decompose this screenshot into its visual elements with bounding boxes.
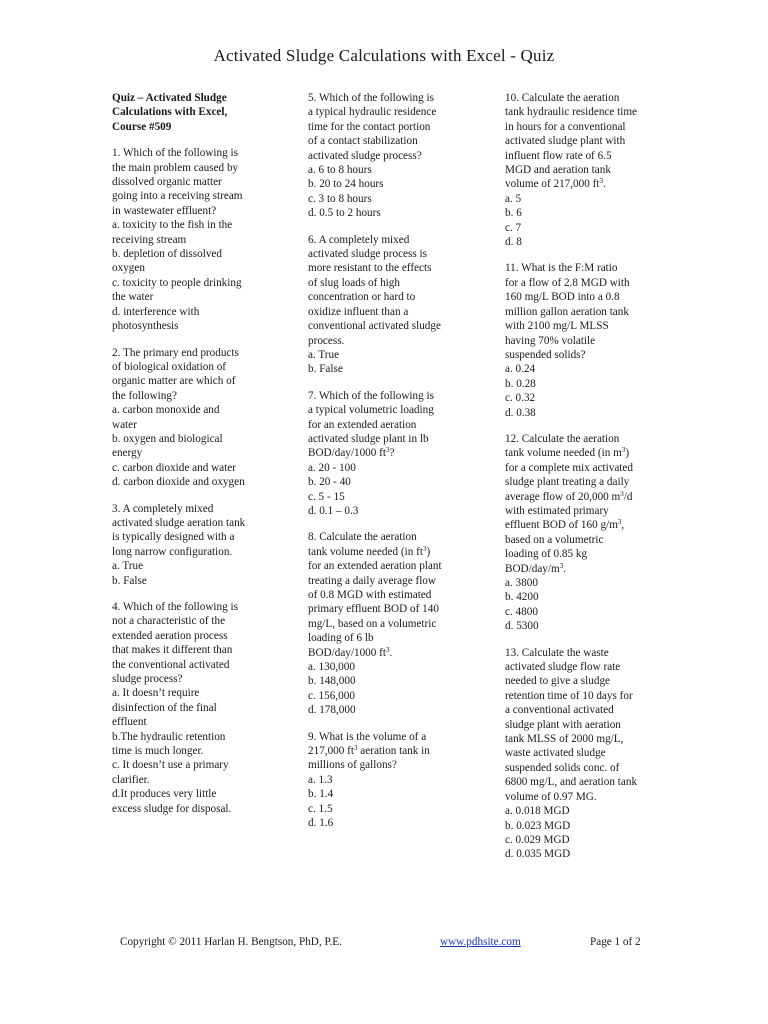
answer-option-line: b. 4200 <box>505 591 539 604</box>
question-text-line: 6800 mg/L, and aeration tank <box>505 776 638 789</box>
question-text-line: not a characteristic of the <box>112 615 226 628</box>
answer-option <box>308 802 462 816</box>
question-block <box>112 346 264 490</box>
question-text-line: tank hydraulic residence time <box>505 106 638 119</box>
question-text-line: a typical volumetric loading <box>308 404 434 417</box>
question-text-line: tank volume needed (in $m^3$) <box>505 446 630 460</box>
answer-option-line: c. 0.32 <box>505 392 536 405</box>
answer-option-line: c. carbon dioxide and water <box>112 461 236 474</box>
question-text-line: a conventional activated <box>505 704 614 717</box>
question-text-line: needed to give a sludge <box>505 675 611 688</box>
question-text-line: 12. Calculate the aeration <box>505 432 620 445</box>
answer-option <box>308 192 462 206</box>
quiz-heading-line: Quiz – Activated Sludge <box>112 92 227 104</box>
answer-option-line: b. 20 to 24 hours <box>308 178 384 191</box>
question-text-line: in hours for a conventional <box>505 120 626 133</box>
question-block <box>112 502 264 588</box>
answer-option-line: d. 0.38 <box>505 406 536 419</box>
answer-option-line: c. 1.5 <box>308 802 333 815</box>
question-text-line: for an extended aeration plant <box>308 560 442 573</box>
question-text-line: 5. Which of the following is <box>308 92 434 104</box>
footer-website-link[interactable]: www.pdhsite.com <box>440 936 521 948</box>
question-text-line: based on a volumetric <box>505 533 604 546</box>
question-text-line: suspended solids? <box>505 348 586 361</box>
answer-option-line: b. 0.023 MGD <box>505 819 571 832</box>
question-text-line: activated sludge plant with <box>505 135 626 148</box>
question-text-line: sludge plant with aeration <box>505 718 621 731</box>
column-3 <box>505 91 657 874</box>
answer-option-line: a. 0.24 <box>505 363 536 376</box>
answer-option-line: effluent <box>112 716 147 729</box>
question-text-line: tank MLSS of 2000 mg/L, <box>505 733 624 746</box>
column-1 <box>112 91 264 828</box>
page-title: Activated Sludge Calculations with Excel - Quiz <box>213 46 555 65</box>
answer-option-line: c. It doesn’t use a primary <box>112 759 229 772</box>
question-text-line: mg/L, based on a volumetric <box>308 617 437 630</box>
answer-option-line: c. 156,000 <box>308 689 355 702</box>
answer-option-line: d. carbon dioxide and oxygen <box>112 476 245 489</box>
question-text-line: of biological oxidation of <box>112 360 227 373</box>
question-text-line: tank volume needed (in $ft^3$) <box>308 544 431 558</box>
question-block <box>505 91 657 249</box>
answer-option <box>308 660 462 674</box>
answer-option <box>308 206 462 220</box>
answer-option <box>308 163 462 177</box>
question-text-line: 217,000 $ft^3$ aeration tank in <box>308 744 430 758</box>
answer-option <box>112 305 264 334</box>
answer-option-line: d.It produces very little <box>112 788 217 801</box>
question-text-line: extended aeration process <box>112 629 228 642</box>
answer-option <box>308 816 462 830</box>
answer-option-line: d. 0.035 MGD <box>505 848 571 861</box>
question-block <box>308 389 462 519</box>
question-text-line: the following? <box>112 389 177 402</box>
answer-option-line: b.The hydraulic retention <box>112 730 226 743</box>
answer-option <box>505 819 657 833</box>
answer-option-line: a. toxicity to the fish in the <box>112 219 233 232</box>
answer-option <box>112 730 264 759</box>
question-block <box>308 91 462 221</box>
question-text-line: 160 mg/L BOD into a 0.8 <box>505 291 620 304</box>
answer-option <box>112 559 264 573</box>
answer-option <box>112 686 264 729</box>
answer-option <box>308 703 462 717</box>
answer-option <box>308 362 462 376</box>
question-block <box>308 730 462 831</box>
question-text-line: 2. The primary end products <box>112 346 239 359</box>
question-text-line: million gallon aeration tank <box>505 305 629 318</box>
answer-option <box>112 218 264 247</box>
answer-option-line: a. 1.3 <box>308 773 333 786</box>
question-text-line: activated sludge flow rate <box>505 661 621 674</box>
question-block <box>112 146 264 333</box>
answer-option <box>505 192 657 206</box>
question-text-line: going into a receiving stream <box>112 190 243 203</box>
answer-option-line: b. 6 <box>505 207 522 220</box>
question-text-line: primary effluent BOD of 140 <box>308 603 439 616</box>
answer-option-line: a. 20 - 100 <box>308 461 356 474</box>
answer-option-line: clarifier. <box>112 773 150 786</box>
answer-option-line: a. 5 <box>505 192 522 205</box>
answer-option-line: d. 8 <box>505 236 522 249</box>
question-text-line: with 2100 mg/L MLSS <box>505 320 609 333</box>
answer-option-line: a. 130,000 <box>308 661 355 674</box>
answer-option <box>505 377 657 391</box>
answer-option-line: the water <box>112 291 154 304</box>
answer-option-line: a. It doesn’t require <box>112 687 200 700</box>
question-text-line: average flow of 20,000 $m^3/d$ <box>505 489 633 503</box>
question-text-line: waste activated sludge <box>505 747 606 760</box>
question-text-line: millions of gallons? <box>308 759 397 772</box>
answer-option <box>505 847 657 861</box>
question-block <box>308 530 462 717</box>
question-block <box>505 432 657 634</box>
question-text-line: loading of 0.85 kg <box>505 548 588 561</box>
question-text-line: dissolved organic matter <box>112 176 222 189</box>
answer-option <box>505 206 657 220</box>
question-text-line: a typical hydraulic residence <box>308 106 437 119</box>
answer-option <box>505 619 657 633</box>
answer-option-line: b. 0.28 <box>505 377 536 390</box>
answer-option <box>308 490 462 504</box>
question-text-line: activated sludge process? <box>308 149 422 162</box>
answer-option <box>505 605 657 619</box>
answer-option <box>112 787 264 816</box>
quiz-heading <box>112 91 264 134</box>
answer-option-line: excess sludge for disposal. <box>112 802 232 815</box>
question-text-line: is typically designed with a <box>112 531 235 544</box>
answer-option <box>308 689 462 703</box>
footer-copyright: Copyright © 2011 Harlan H. Bengtson, PhD, P.E. <box>120 936 342 948</box>
question-text-line: BOD/day/1000 $ft^3$. <box>308 645 393 659</box>
question-text-line: 9. What is the volume of a <box>308 730 427 743</box>
footer-page-number: Page 1 of 2 <box>590 936 641 948</box>
question-text-line: organic matter are which of <box>112 375 236 388</box>
answer-option <box>505 391 657 405</box>
answer-option-line: receiving stream <box>112 233 187 246</box>
answer-option <box>505 406 657 420</box>
answer-option-line: b. 1.4 <box>308 788 334 801</box>
answer-option-line: c. toxicity to people drinking <box>112 276 242 289</box>
answer-option <box>308 773 462 787</box>
question-text-line: having 70% volatile <box>505 334 596 347</box>
answer-option-line: energy <box>112 447 143 460</box>
answer-option-line: disinfection of the final <box>112 701 217 714</box>
answer-option-line: b. depletion of dissolved <box>112 248 222 261</box>
answer-option-line: photosynthesis <box>112 320 179 333</box>
answer-option-line: oxygen <box>112 262 145 275</box>
answer-option <box>308 674 462 688</box>
answer-option-line: b. oxygen and biological <box>112 432 223 445</box>
question-text-line: of a contact stabilization <box>308 135 418 148</box>
answer-option-line: a. True <box>308 348 340 361</box>
answer-option-line: d. 178,000 <box>308 704 356 717</box>
answer-option <box>112 574 264 588</box>
answer-option <box>505 576 657 590</box>
answer-option <box>112 403 264 432</box>
question-text-line: the main problem caused by <box>112 161 239 174</box>
question-text-line: with estimated primary <box>505 504 609 517</box>
answer-option-line: b. 148,000 <box>308 675 356 688</box>
answer-option <box>308 787 462 801</box>
answer-option-line: c. 5 - 15 <box>308 490 345 503</box>
question-text-line: retention time of 10 days for <box>505 689 633 702</box>
answer-option-line: time is much longer. <box>112 745 204 758</box>
answer-option <box>505 221 657 235</box>
quiz-heading-line: Course #509 <box>112 120 172 133</box>
answer-option-line: c. 0.029 MGD <box>505 833 570 846</box>
answer-option <box>112 247 264 276</box>
answer-option-line: a. True <box>112 560 144 573</box>
question-text-line: activated sludge process is <box>308 248 427 261</box>
answer-option <box>112 758 264 787</box>
answer-option <box>308 461 462 475</box>
question-text-line: suspended solids conc. of <box>505 761 620 774</box>
question-text-line: more resistant to the effects <box>308 262 432 275</box>
answer-option <box>308 475 462 489</box>
answer-option-line: d. 5300 <box>505 620 539 633</box>
question-text-line: process. <box>308 334 345 347</box>
question-text-line: for a complete mix activated <box>505 461 633 474</box>
question-text-line: MGD and aeration tank <box>505 164 611 177</box>
question-text-line: 8. Calculate the aeration <box>308 531 417 544</box>
question-text-line: sludge process? <box>112 673 183 686</box>
question-text-line: for a flow of 2.8 MGD with <box>505 276 630 289</box>
question-text-line: 6. A completely mixed <box>308 233 410 246</box>
question-text-line: activated sludge aeration tank <box>112 516 246 529</box>
answer-option <box>112 276 264 305</box>
question-text-line: in wastewater effluent? <box>112 204 217 217</box>
question-text-line: the conventional activated <box>112 658 230 671</box>
question-text-line: effluent BOD of 160 $g/m^3$, <box>505 518 625 532</box>
column-2 <box>308 91 462 843</box>
question-text-line: 11. What is the F:M ratio <box>505 262 618 275</box>
question-text-line: 13. Calculate the waste <box>505 646 609 659</box>
question-block <box>505 646 657 862</box>
question-text-line: oxidize influent than a <box>308 305 409 318</box>
answer-option-line: water <box>112 418 137 431</box>
answer-option <box>112 432 264 461</box>
answer-option <box>505 235 657 249</box>
answer-option <box>308 348 462 362</box>
question-text-line: volume of 217,000 $ft^3$. <box>505 177 606 191</box>
answer-option-line: d. 0.5 to 2 hours <box>308 207 381 220</box>
question-text-line: treating a daily average flow <box>308 574 436 587</box>
question-text-line: 4. Which of the following is <box>112 601 238 613</box>
question-text-line: of slug loads of high <box>308 276 400 289</box>
answer-option-line: a. carbon monoxide and <box>112 404 220 417</box>
answer-option-line: d. 1.6 <box>308 817 334 830</box>
answer-option-line: b. False <box>308 363 343 376</box>
question-block <box>112 600 264 816</box>
answer-option <box>308 504 462 518</box>
question-text-line: influent flow rate of 6.5 <box>505 149 612 162</box>
question-text-line: for an extended aeration <box>308 418 417 431</box>
question-text-line: loading of 6 lb <box>308 632 374 645</box>
answer-option-line: c. 7 <box>505 221 522 234</box>
question-text-line: activated sludge plant in lb <box>308 432 429 445</box>
answer-option <box>308 177 462 191</box>
question-text-line: long narrow configuration. <box>112 545 233 558</box>
question-text-line: 1. Which of the following is <box>112 147 238 160</box>
answer-option <box>112 461 264 475</box>
question-text-line: sludge plant treating a daily <box>505 476 630 489</box>
answer-option-line: a. 3800 <box>505 577 538 589</box>
answer-option-line: c. 4800 <box>505 605 538 618</box>
answer-option <box>505 590 657 604</box>
question-text-line: 3. A completely mixed <box>112 502 214 515</box>
question-text-line: conventional activated sludge <box>308 320 441 333</box>
question-block <box>308 233 462 377</box>
question-text-line: BOD/$day/m^3$. <box>505 561 566 575</box>
question-text-line: 10. Calculate the aeration <box>505 92 620 104</box>
answer-option-line: a. 0.018 MGD <box>505 805 570 818</box>
quiz-heading-line: Calculations with Excel, <box>112 106 228 119</box>
question-text-line: 7. Which of the following is <box>308 389 434 402</box>
question-text-line: of 0.8 MGD with estimated <box>308 589 432 601</box>
question-text-line: volume of 0.97 MG. <box>505 790 597 803</box>
answer-option-line: d. 0.1 – 0.3 <box>308 504 359 517</box>
question-block <box>505 261 657 419</box>
answer-option <box>112 475 264 489</box>
answer-option <box>505 833 657 847</box>
answer-option <box>505 362 657 376</box>
answer-option-line: b. False <box>112 574 147 587</box>
question-text-line: that makes it different than <box>112 644 233 657</box>
answer-option-line: c. 3 to 8 hours <box>308 192 372 205</box>
answer-option-line: a. 6 to 8 hours <box>308 164 372 177</box>
question-text-line: concentration or hard to <box>308 291 416 304</box>
answer-option-line: d. interference with <box>112 305 200 318</box>
answer-option <box>505 804 657 818</box>
question-text-line: time for the contact portion <box>308 120 431 133</box>
question-text-line: BOD/day/1000 $ft^3$? <box>308 446 395 460</box>
answer-option-line: b. 20 - 40 <box>308 476 351 489</box>
